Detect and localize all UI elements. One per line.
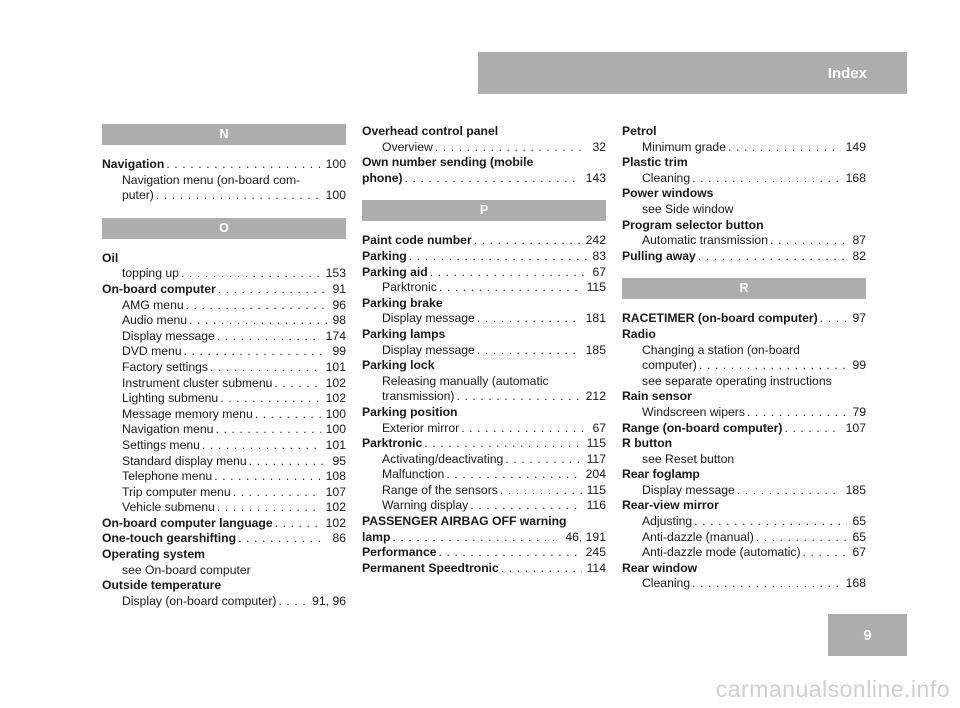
entry-term: Navigation: [102, 157, 165, 171]
dot-leader: [475, 311, 581, 327]
index-entry: [622, 186, 866, 202]
entry-term: Rear-view mirror: [622, 498, 719, 513]
page-reference: 168: [845, 576, 866, 591]
entry-term: Range of the sensors: [382, 482, 498, 497]
page-reference: 115: [586, 280, 606, 295]
index-entry: [622, 389, 866, 405]
dot-leader: [818, 311, 848, 327]
index-subentry: [622, 530, 866, 546]
index-entry: [362, 405, 606, 421]
index-subentry: [102, 594, 346, 610]
entry-term: DVD menu: [122, 344, 182, 359]
index-subentry: [622, 140, 866, 156]
dot-leader: [768, 233, 847, 249]
page-reference: 185: [845, 482, 866, 497]
dot-leader: [164, 157, 320, 173]
dot-leader: [215, 329, 321, 345]
entry-term: Parktronic: [362, 436, 423, 451]
dot-leader: [735, 483, 841, 499]
entry-term: Own number sending (mobile: [362, 155, 534, 170]
entry-term: Radio: [622, 326, 656, 341]
entry-term: Lighting submenu: [122, 391, 219, 406]
page-reference: 149: [845, 139, 866, 154]
page-reference: 83: [592, 248, 606, 263]
section-header: R: [622, 278, 866, 299]
index-entry: [362, 436, 606, 452]
entry-term: puter): [122, 188, 154, 203]
index-entry: [362, 171, 606, 187]
entry-term: Range (on-board computer): [622, 420, 783, 435]
index-entry: [102, 157, 346, 173]
dot-leader: [273, 516, 321, 532]
page-reference: 46, 191: [565, 529, 606, 544]
entry-term: Audio menu: [122, 313, 188, 328]
dot-leader: [475, 343, 581, 359]
index-entry: [362, 545, 606, 561]
entry-term: R button: [622, 436, 673, 451]
index-entry: [362, 233, 606, 249]
index-entry: [622, 498, 866, 514]
dot-leader: [726, 140, 841, 156]
entry-term: see Reset button: [642, 451, 735, 466]
index-entry: [102, 547, 346, 563]
entry-term: One-touch gearshifting: [102, 531, 237, 546]
dot-leader: [212, 469, 321, 485]
index-subentry: [362, 389, 606, 405]
index-entry: [362, 155, 606, 171]
entry-term: Parking aid: [362, 264, 428, 279]
index-subentry: [362, 483, 606, 499]
entry-term: On-board computer: [102, 281, 216, 296]
page-number: 9: [863, 626, 872, 644]
page-reference: 82: [852, 248, 866, 263]
page-reference: 102: [325, 391, 346, 406]
entry-term: Display message: [122, 328, 215, 343]
entry-term: topping up: [122, 266, 179, 281]
index-subentry: [622, 202, 866, 218]
index-subentry: [102, 329, 346, 345]
dot-leader: [782, 421, 840, 437]
index-entry: [362, 561, 606, 577]
index-column-2: [362, 124, 606, 576]
index-entry: [622, 436, 866, 452]
index-subentry: [102, 407, 346, 423]
dot-leader: [499, 561, 582, 577]
dot-leader: [690, 171, 841, 187]
dot-leader: [437, 280, 582, 296]
index-entry: [362, 514, 606, 530]
dot-leader: [503, 452, 581, 468]
index-column-3: [622, 124, 866, 592]
entry-term: AMG menu: [122, 297, 184, 312]
entry-term: Settings menu: [122, 437, 200, 452]
page-reference: 32: [592, 139, 606, 154]
watermark: carmanualsonline.info: [715, 676, 950, 702]
entry-term: Parking position: [362, 404, 458, 419]
dot-leader: [216, 282, 328, 298]
dot-leader: [459, 421, 587, 437]
entry-term: Exterior mirror: [382, 420, 460, 435]
entry-term: Malfunction: [382, 467, 445, 482]
index-header-tab: [478, 52, 907, 94]
entry-term: Cleaning: [642, 170, 691, 185]
index-subentry: [362, 140, 606, 156]
index-entry: [622, 327, 866, 343]
dot-leader: [154, 188, 321, 204]
dot-leader: [215, 500, 321, 516]
index-subentry: [102, 563, 346, 579]
entry-term: Factory settings: [122, 359, 209, 374]
page-reference: 95: [332, 453, 346, 468]
dot-leader: [236, 531, 327, 547]
entry-term: PASSENGER AIRBAG OFF warning: [362, 514, 567, 529]
page-reference: 101: [325, 359, 346, 374]
page-reference: 86: [332, 531, 346, 546]
entry-term: Performance: [362, 545, 437, 560]
page-reference: 99: [852, 358, 866, 373]
page-reference: 67: [592, 420, 606, 435]
entry-term: Parking brake: [362, 295, 443, 310]
entry-term: Minimum grade: [642, 139, 726, 154]
entry-term: Display message: [382, 311, 475, 326]
index-entry: [362, 249, 606, 265]
page-reference: 91: [332, 281, 346, 296]
index-entry: [622, 421, 866, 437]
entry-term: see separate operating instructions: [642, 373, 832, 388]
page-reference: 65: [852, 529, 866, 544]
dot-leader: [182, 344, 328, 360]
index-entry: [102, 516, 346, 532]
entry-term: Standard display menu: [122, 453, 247, 468]
dot-leader: [754, 530, 848, 546]
page-reference: 67: [852, 545, 866, 560]
entry-term: transmission): [382, 389, 455, 404]
page-reference: 102: [325, 515, 346, 530]
entry-term: Changing a station (on-board: [642, 342, 800, 357]
index-subentry: [622, 358, 866, 374]
dot-leader: [247, 454, 328, 470]
page-reference: 174: [325, 328, 346, 343]
page-reference: 245: [585, 545, 606, 560]
entry-term: Parking: [362, 248, 407, 263]
index-subentry: [622, 483, 866, 499]
dot-leader: [179, 266, 321, 282]
index-entry: [622, 124, 866, 140]
entry-term: Telephone menu: [122, 469, 213, 484]
dot-leader: [184, 298, 328, 314]
dot-leader: [208, 360, 321, 376]
index-entry: [102, 282, 346, 298]
index-entry: [622, 311, 866, 327]
entry-term: lamp: [362, 529, 391, 544]
dot-leader: [801, 545, 848, 561]
index-entry: [622, 249, 866, 265]
dot-leader: [276, 594, 307, 610]
page-reference: 67: [592, 264, 606, 279]
index-subentry: [622, 343, 866, 359]
index-entry: [362, 358, 606, 374]
entry-term: see Side window: [642, 201, 734, 216]
entry-term: Warning display: [382, 498, 469, 513]
entry-term: phone): [362, 170, 403, 185]
index-entry: [102, 251, 346, 267]
dot-leader: [407, 249, 588, 265]
index-subentry: [362, 311, 606, 327]
entry-term: Program selector button: [622, 217, 764, 232]
dot-leader: [213, 422, 320, 438]
dot-leader: [422, 436, 581, 452]
index-entry: [622, 218, 866, 234]
page-reference: 79: [852, 404, 866, 419]
entry-term: Anti-dazzle (manual): [642, 529, 754, 544]
index-entry: [362, 530, 606, 546]
dot-leader: [472, 233, 581, 249]
page-reference: 99: [332, 344, 346, 359]
entry-term: computer): [642, 358, 697, 373]
dot-leader: [218, 391, 320, 407]
entry-term: Navigation menu (on-board com-: [122, 172, 301, 187]
entry-term: Rain sensor: [622, 389, 692, 404]
index-subentry: [102, 454, 346, 470]
entry-term: Rear foglamp: [622, 467, 700, 482]
entry-term: Plastic trim: [622, 155, 688, 170]
index-subentry: [102, 344, 346, 360]
entry-term: Petrol: [622, 124, 657, 138]
index-subentry: [102, 500, 346, 516]
entry-term: see On-board computer: [122, 562, 251, 577]
index-subentry: [362, 452, 606, 468]
index-subentry: [622, 576, 866, 592]
page-reference: 115: [586, 436, 606, 451]
entry-term: Parking lamps: [362, 326, 446, 341]
entry-term: Anti-dazzle mode (automatic): [642, 545, 801, 560]
dot-leader: [498, 483, 582, 499]
entry-term: Instrument cluster submenu: [122, 375, 273, 390]
entry-term: On-board computer language: [102, 515, 273, 530]
index-entry: [362, 296, 606, 312]
dot-leader: [692, 514, 847, 530]
index-subentry: [362, 498, 606, 514]
index-subentry: [102, 188, 346, 204]
page-reference: 65: [852, 514, 866, 529]
entry-term: Releasing manually (automatic: [382, 373, 549, 388]
page-reference: 168: [845, 170, 866, 185]
index-entry: [362, 327, 606, 343]
page-reference: 114: [586, 560, 606, 575]
page-reference: 115: [586, 482, 606, 497]
page-reference: 101: [325, 437, 346, 452]
dot-leader: [428, 265, 588, 281]
entry-term: Outside temperature: [102, 578, 222, 593]
page-reference: 100: [325, 157, 346, 171]
entry-term: Display message: [642, 482, 735, 497]
index-entry: [622, 467, 866, 483]
page-reference: 107: [325, 484, 346, 499]
index-subentry: [102, 469, 346, 485]
index-column-1: [102, 124, 346, 609]
page-reference: 96: [332, 297, 346, 312]
dot-leader: [200, 438, 321, 454]
page-reference: 108: [325, 469, 346, 484]
section-header: N: [102, 124, 346, 145]
index-subentry: [102, 266, 346, 282]
index-subentry: [362, 467, 606, 483]
entry-term: Vehicle submenu: [122, 500, 215, 515]
index-subentry: [622, 374, 866, 390]
page-reference: 204: [585, 467, 606, 482]
dot-leader: [253, 407, 321, 423]
dot-leader: [745, 405, 847, 421]
index-subentry: [622, 233, 866, 249]
index-subentry: [622, 514, 866, 530]
dot-leader: [468, 498, 581, 514]
entry-term: Rear window: [622, 560, 698, 575]
entry-term: Trip computer menu: [122, 484, 231, 499]
page-reference: 242: [585, 233, 606, 248]
page-reference: 153: [325, 266, 346, 281]
page-reference: 143: [585, 170, 606, 185]
index-subentry: [102, 313, 346, 329]
dot-leader: [433, 140, 588, 156]
dot-leader: [272, 376, 320, 392]
index-entry: [362, 124, 606, 140]
index-entry: [102, 578, 346, 594]
entry-term: Paint code number: [362, 233, 472, 248]
index-subentry: [102, 422, 346, 438]
page-reference: 100: [325, 188, 346, 203]
index-subentry: [362, 280, 606, 296]
section-header: P: [362, 200, 606, 221]
dot-leader: [390, 530, 560, 546]
dot-leader: [697, 358, 848, 374]
index-subentry: [102, 391, 346, 407]
page-reference: 100: [325, 422, 346, 437]
section-header: O: [102, 218, 346, 239]
entry-term: Display (on-board computer): [122, 593, 277, 608]
index-subentry: [362, 374, 606, 390]
index-subentry: [102, 360, 346, 376]
entry-term: Pulling away: [622, 248, 696, 263]
dot-leader: [444, 467, 580, 483]
index-entry: [622, 155, 866, 171]
dot-leader: [437, 545, 581, 561]
entry-term: Parktronic: [382, 280, 437, 295]
page-reference: 212: [585, 389, 606, 404]
entry-term: Message memory menu: [122, 406, 253, 421]
entry-term: Power windows: [622, 186, 714, 201]
index-entry: [622, 561, 866, 577]
entry-term: Operating system: [102, 547, 205, 562]
entry-term: Navigation menu: [122, 422, 214, 437]
index-subentry: [102, 298, 346, 314]
entry-term: Display message: [382, 342, 475, 357]
dot-leader: [454, 389, 580, 405]
index-subentry: [102, 173, 346, 189]
page-reference: 117: [586, 451, 606, 466]
index-subentry: [622, 171, 866, 187]
entry-term: Automatic transmission: [642, 233, 768, 248]
index-subentry: [362, 421, 606, 437]
page-number-tab: [828, 614, 907, 656]
page-reference: 185: [585, 342, 606, 357]
dot-leader: [690, 576, 841, 592]
dot-leader: [231, 485, 321, 501]
entry-term: Overhead control panel: [362, 124, 499, 138]
entry-term: Windscreen wipers: [642, 404, 745, 419]
index-subentry: [102, 485, 346, 501]
entry-term: Permanent Speedtronic: [362, 560, 499, 575]
page-reference: 107: [845, 420, 866, 435]
dot-leader: [403, 171, 581, 187]
page-reference: 98: [332, 313, 346, 328]
dot-leader: [187, 313, 327, 329]
entry-term: Adjusting: [642, 514, 693, 529]
entry-term: Oil: [102, 250, 119, 265]
index-subentry: [102, 438, 346, 454]
page-reference: 102: [325, 500, 346, 515]
entry-term: Parking lock: [362, 358, 435, 373]
page-reference: 102: [325, 375, 346, 390]
index-title: Index: [827, 64, 867, 82]
entry-term: Activating/deactivating: [382, 451, 504, 466]
entry-term: RACETIMER (on-board computer): [622, 311, 818, 326]
index-subentry: [362, 343, 606, 359]
page-reference: 91, 96: [312, 593, 346, 608]
page-reference: 97: [852, 311, 866, 326]
entry-term: Cleaning: [642, 576, 691, 591]
index-subentry: [622, 545, 866, 561]
page-reference: 87: [852, 233, 866, 248]
page-reference: 116: [586, 498, 606, 513]
index-subentry: [622, 405, 866, 421]
entry-term: Overview: [382, 139, 433, 154]
index-entry: [362, 265, 606, 281]
page-reference: 100: [325, 406, 346, 421]
index-subentry: [102, 376, 346, 392]
page-reference: 181: [585, 311, 606, 326]
index-entry: [102, 531, 346, 547]
index-subentry: [622, 452, 866, 468]
dot-leader: [696, 249, 848, 265]
